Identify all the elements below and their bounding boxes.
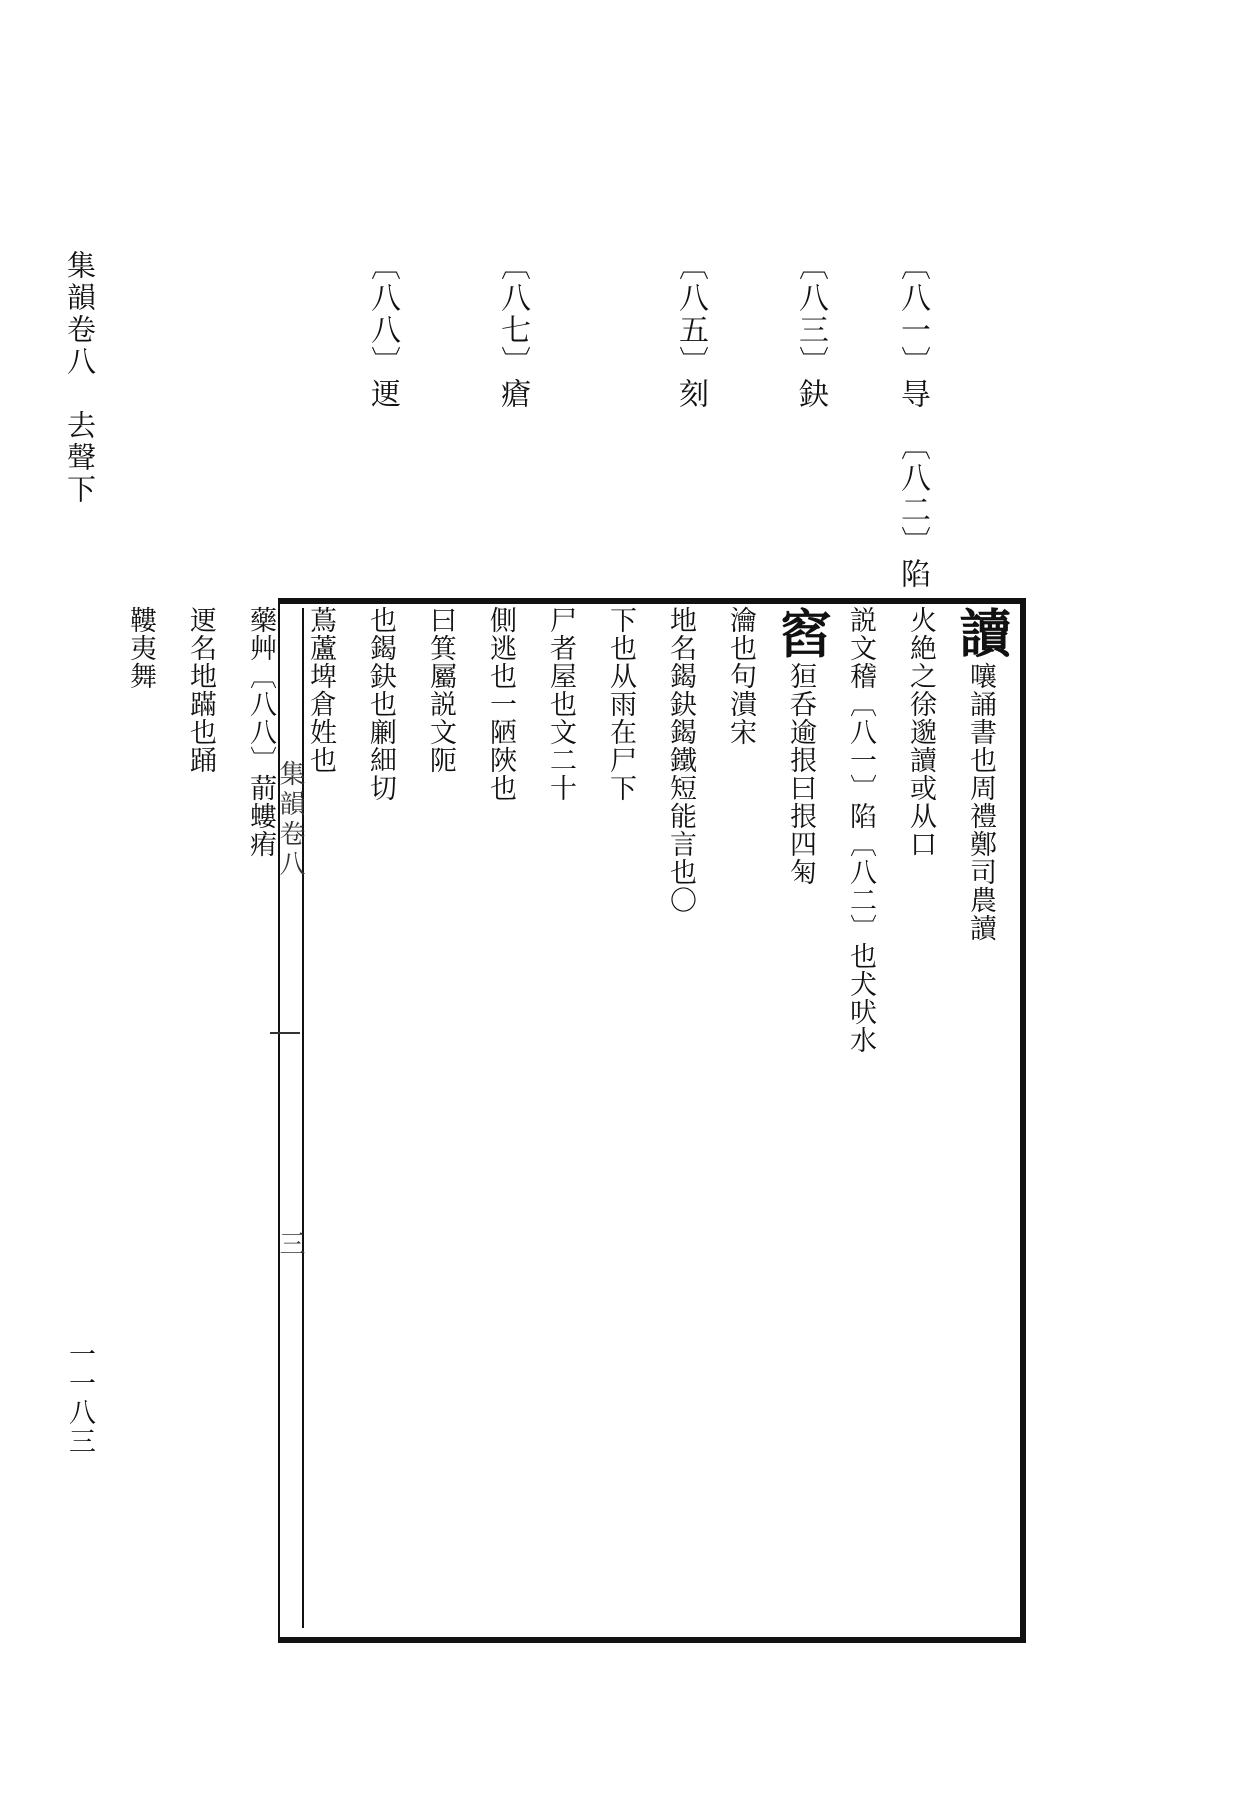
collation-note: 〔八五〕刻 <box>673 250 708 410</box>
gloss-text: 瀹也句潰宋 <box>725 606 756 746</box>
text-column <box>830 606 890 1626</box>
gloss-text: 下也从雨在尸下 <box>605 606 636 802</box>
text-column <box>110 606 170 1626</box>
text-column <box>890 606 950 1626</box>
gloss-text: 火絶之徐邈讀或从口 <box>905 606 936 858</box>
spine-folio: 三 <box>275 1230 305 1260</box>
text-column <box>590 606 650 1626</box>
gloss-text: 嚷誦書也周禮鄭司農讀 <box>965 662 996 942</box>
text-column <box>230 606 290 1626</box>
gloss-text: 鞻夷舞 <box>125 606 156 690</box>
gloss-text: 尸者屋也文二十 <box>545 606 576 802</box>
gloss-text: 説文稽〔八一〕陷〔八二〕也犬吠水 <box>845 606 876 1054</box>
collation-note: 〔八八〕䢚 <box>365 250 400 410</box>
spine-text: 集韻卷八 <box>275 760 305 880</box>
collation-note: 〔八三〕鈌 <box>793 250 828 410</box>
text-column <box>710 606 770 1626</box>
gloss-text: 藥艸〔八八〕葥螻痏 <box>245 606 276 858</box>
collation-note: 〔八七〕瘡 <box>495 250 530 410</box>
gloss-text: 地名鍻鈌鍻鐵短能言也〇 <box>665 606 696 914</box>
text-column <box>470 606 530 1626</box>
text-column <box>170 606 230 1626</box>
gloss-text: 狟呑逾拫曰拫四匊 <box>785 662 816 886</box>
text-column <box>530 606 590 1626</box>
text-column <box>950 606 1010 1626</box>
headword: 窞 <box>770 606 831 662</box>
gloss-text: 蔦蘆埤倉姓也 <box>305 606 336 774</box>
text-column <box>650 606 710 1626</box>
gloss-text: 也鍻鈌也劆細切 <box>365 606 396 802</box>
gloss-text: 䢚名地蹣也踊 <box>185 606 216 774</box>
gloss-text: 曰箕屬説文阨 <box>425 606 456 774</box>
folio: 一一八三 <box>64 1340 95 1456</box>
gloss-text: 側逃也一陋陜也 <box>485 606 516 802</box>
collation-note: 〔八二〕陷 <box>895 430 930 590</box>
text-column <box>350 606 410 1626</box>
text-column <box>770 606 830 1626</box>
text-column <box>410 606 470 1626</box>
text-column <box>290 606 350 1626</box>
collation-note: 〔八一〕㝵 <box>895 250 930 410</box>
headword: 讀 <box>950 606 1011 662</box>
running-head: 集韻卷八 去聲下 <box>63 250 97 506</box>
